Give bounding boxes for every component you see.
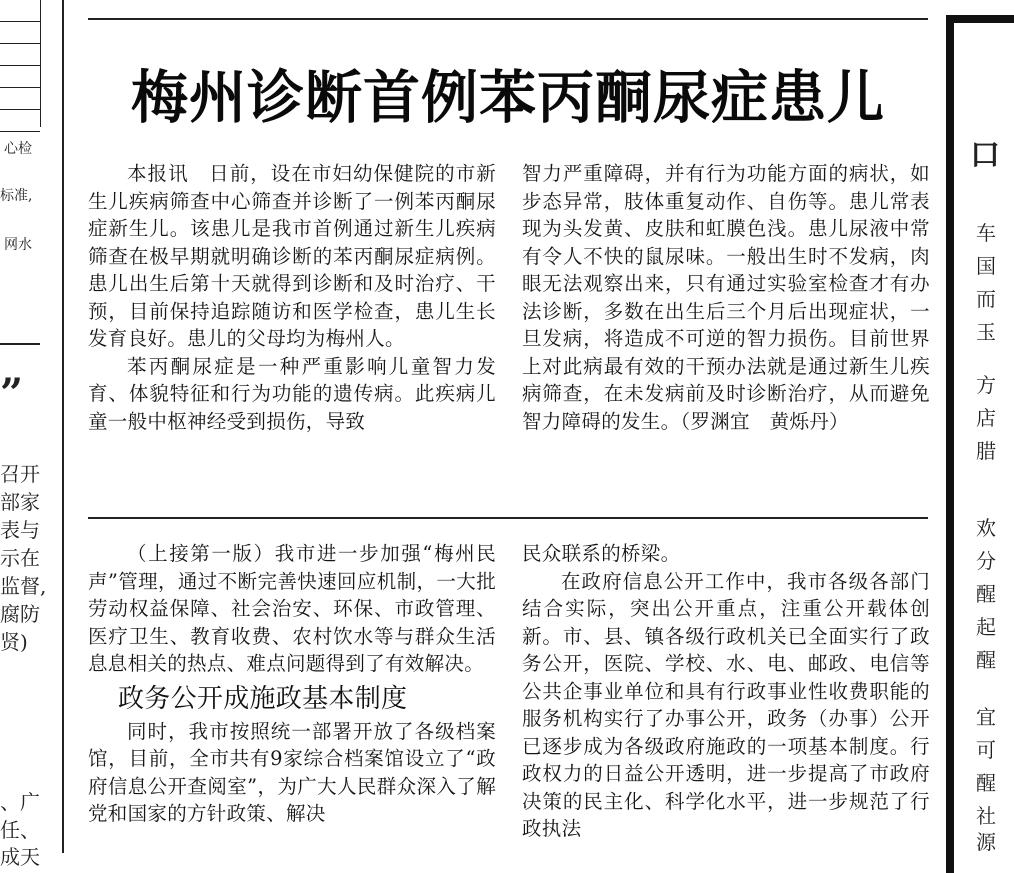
left-snippet: 表与 <box>0 518 40 542</box>
left-snippet: 网水 <box>4 237 32 253</box>
left-snippet: 腐防 <box>0 602 40 626</box>
left-edge-table <box>0 0 41 127</box>
left-snippet: 贤) <box>0 630 28 654</box>
right-snippet-char: 车 <box>976 221 996 245</box>
right-snippet-char: 口 <box>970 138 1000 173</box>
right-snippet-char: 分 <box>976 549 996 573</box>
right-snippet-char: 宜 <box>976 705 996 729</box>
right-snippet-char: 醒 <box>976 582 996 606</box>
section-rule <box>88 517 928 519</box>
right-snippet-char: 社 <box>976 804 996 828</box>
article-paragraph: 苯丙酮尿症是一种严重影响儿童智力发育、体貌特征和行为功能的遗传病。此疾病儿童一般中枢神经受到损伤，导致 <box>88 354 496 433</box>
right-snippet-char: 起 <box>976 615 996 639</box>
lower-column-2 <box>522 540 930 843</box>
left-snippet: 、广 <box>0 790 40 814</box>
article-headline: 梅州诊断首例苯丙酮尿症患儿 <box>131 65 885 131</box>
article-column-1 <box>88 160 496 435</box>
lower-subheading: 政务公开成施政基本制度 <box>118 683 408 714</box>
lower-column-1 <box>88 540 496 828</box>
article-column-2 <box>522 160 930 435</box>
left-snippet: 监督, <box>0 574 47 598</box>
lower-paragraph: （上接第一版）我市进一步加强“梅州民声”管理，通过不断完善快速回应机制，一大批劳动权益保障、社会治安、环保、市政管理、医疗卫生、教育收费、农村饮水等与群众生活息息相关的热点、难点问题得到了有效解决。 <box>88 542 496 675</box>
right-snippet-char: 店 <box>976 406 996 430</box>
right-snippet-char: 醒 <box>976 648 996 672</box>
right-snippet-char: 欢 <box>976 516 996 540</box>
right-snippet-char: 醒 <box>976 771 996 795</box>
right-snippet-char: 方 <box>976 373 996 397</box>
left-snippet-quote: ” <box>0 370 24 417</box>
left-snippet: 部家 <box>0 490 40 514</box>
right-snippet-char: 而 <box>976 287 996 311</box>
lower-paragraph: 民众联系的桥梁。 <box>522 542 681 565</box>
lower-paragraph: 同时，我市按照统一部署开放了各级档案馆，目前，全市共有9家综合档案馆设立了“政府信息公开查阅室”，为广大人民群众深入了解党和国家的方针政策、解决 <box>88 719 496 825</box>
right-snippet-char: 腊 <box>976 439 996 463</box>
lower-paragraph: 在政府信息公开工作中，我市各级各部门结合实际，突出公开重点，注重公开载体创新。市、县、镇各级行政机关已全面实行了政务公开，医院、学校、水、电、邮政、电信等公共企事业单位和具有行政事业性收费职能的服务机构实行了办事公开，政务（办事）公开已逐步成为各级政府施政的一项基本制度。行政权力的日益公开透明，进一步提高了市政府决策的民主化、科学化水平，进一步规范了行政执法 <box>522 569 930 840</box>
left-column-divider <box>62 0 64 853</box>
left-snippet-rule <box>0 343 40 345</box>
article-paragraph: 本报讯 日前，设在市妇幼保健院的市新生儿疾病筛查中心筛查并诊断了一例苯丙酮尿症新生儿。该患儿是我市首例通过新生儿疾病筛查在极早期就明确诊断的苯丙酮尿症病例。患儿出生后第十天就得到诊断和及时治疗、干预，目前保持追踪随访和医学检查，患儿生长发育良好。患儿的父母均为梅州人。 <box>88 162 496 350</box>
left-snippet: 示在 <box>0 546 40 570</box>
right-snippet-char: 源 <box>976 830 996 854</box>
left-snippet: 成天 <box>0 845 40 869</box>
left-snippet: 召开 <box>0 462 40 486</box>
left-snippet: 任、 <box>0 818 40 842</box>
article-paragraph: 智力严重障碍，并有行为功能方面的病状，如步态异常，肢体重复动作、自伤等。患儿常表现为头发黄、皮肤和虹膜色浅。患儿尿液中常有令人不快的鼠尿味。一般出生时不发病，肉眼无法观察出来，只有通过实验室检查才有办法诊断，多数在出生后三个月后出现症状，一旦发病，将造成不可逆的智力损伤。目前世界上对此病最有效的干预办法就是通过新生儿疾病筛查，在未发病前及时诊断治疗，从而避免智力障碍的发生。（罗渊宜 黄烁丹） <box>522 162 930 433</box>
right-snippet-char: 国 <box>976 254 996 278</box>
right-snippet-char: 可 <box>976 738 996 762</box>
left-snippet: 标准, <box>0 188 33 204</box>
left-snippet: 心检 <box>4 141 32 157</box>
right-snippet-char: 玉 <box>976 320 996 344</box>
top-rule <box>88 18 928 20</box>
